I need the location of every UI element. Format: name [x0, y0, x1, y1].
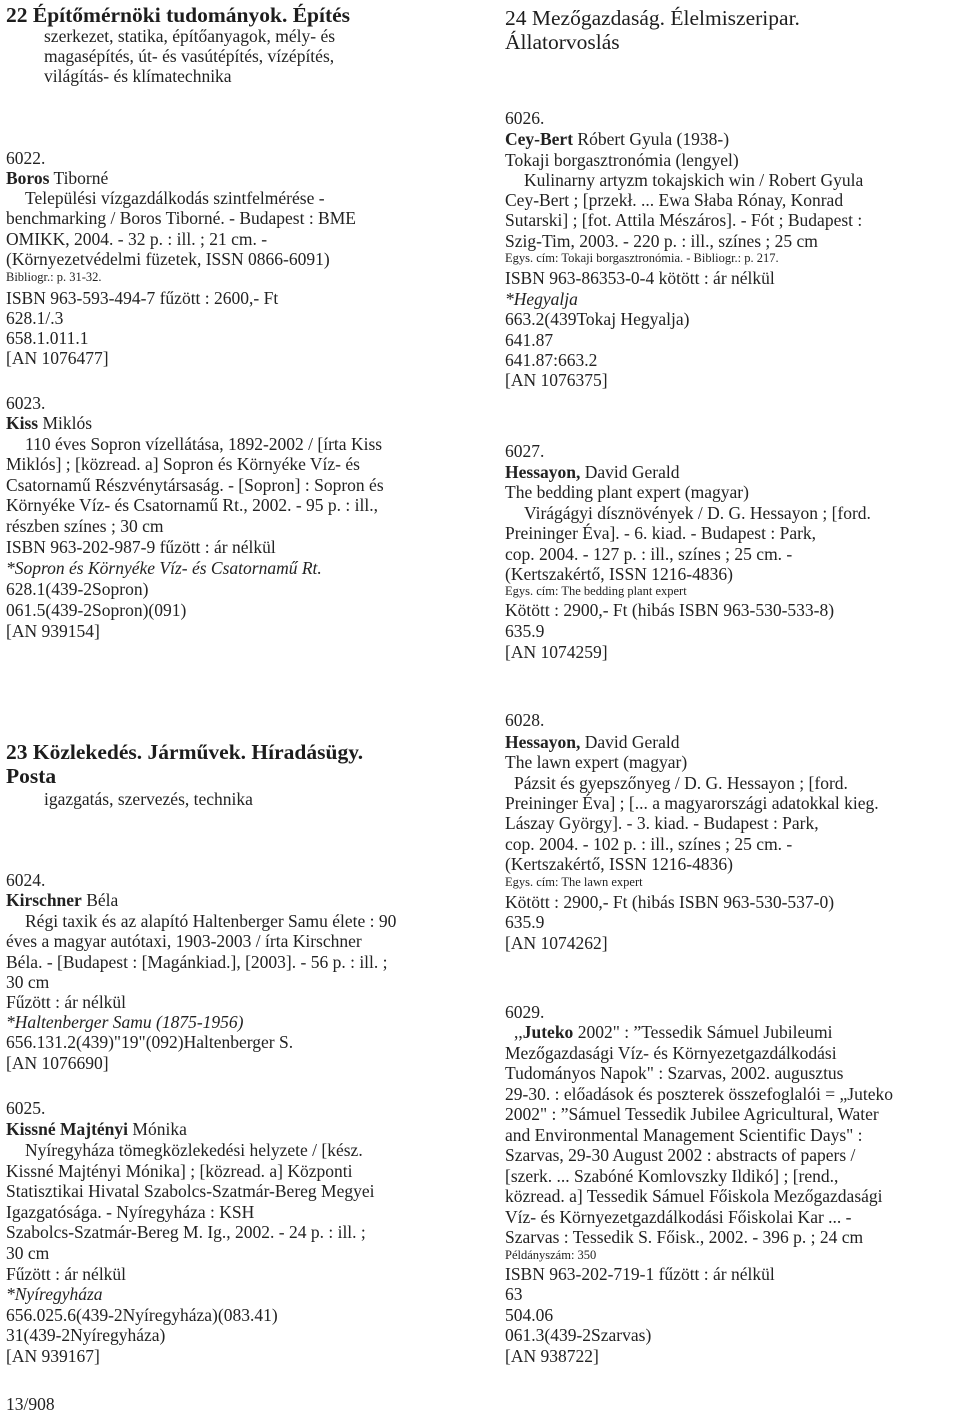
- entry-an: [AN 1074262]: [505, 933, 608, 953]
- entry-line: Lászay György]. - 3. kiad. - Budapest : Park,: [505, 813, 819, 833]
- author-surname: Hessayon,: [505, 732, 581, 752]
- entry-line: Szarvas, 29-30 August 2002 : abstracts of papers /: [505, 1145, 856, 1165]
- entry-code: 628.1(439-2Sopron): [6, 579, 149, 599]
- entry-isbn: ISBN 963-593-494-7 fűzött : 2600,- Ft: [6, 288, 279, 308]
- author-given: Béla: [81, 890, 119, 910]
- section-subtitle: magasépítés, út- és vasútépítés, vízépítés,: [44, 46, 335, 66]
- entry-isbn: ISBN 963-202-987-9 fűzött : ár nélkül: [6, 537, 276, 557]
- entry-line: 2002" : ”Sámuel Tessedik Jubilee Agricultural, Water: [505, 1104, 879, 1124]
- entry-line: Virágágyi dísznövények / D. G. Hessayon ; [ford.: [524, 503, 871, 523]
- entry-code: 641.87: [505, 330, 554, 350]
- right-column-top: [500, 0, 960, 700]
- right-column-bottom: [500, 700, 960, 1414]
- entry-line: Preininger Éva]. - 6. kiad. - Budapest : Park,: [505, 523, 817, 543]
- left-column-top: [0, 0, 480, 680]
- entry-code: 656.131.2(439)"19"(092)Haltenberger S.: [6, 1032, 294, 1052]
- author-surname: Boros: [6, 168, 50, 188]
- entry-line: Pázsit és gyepszőnyeg / D. G. Hessayon ; [ford.: [514, 773, 848, 793]
- author-given: Róbert Gyula (1938-): [573, 129, 730, 149]
- entry-note: Egys. cím: Tokaji borgasztronómia. - Bibliogr.: p. 217.: [505, 251, 779, 265]
- entry-code: 504.06: [505, 1305, 554, 1325]
- entry-code: 628.1/.3: [6, 308, 64, 328]
- author-given: David Gerald: [580, 732, 680, 752]
- entry-line: cop. 2004. - 102 p. : ill., színes ; 25 cm. -: [505, 834, 793, 854]
- entry-number: 6024.: [6, 870, 46, 890]
- entry-subject: *Nyíregyháza: [6, 1284, 103, 1304]
- author-given: Tiborné: [49, 168, 109, 188]
- entry-code: 635.9: [505, 912, 545, 932]
- entry-author: [505, 462, 680, 482]
- entry-an: [AN 939167]: [6, 1346, 100, 1366]
- entry-line: 29-30. : előadások és poszterek összefoglalói = „Juteko: [505, 1084, 893, 1104]
- entry-code: 63: [505, 1284, 523, 1304]
- entry-line: Csatornamű Részvénytársaság. - [Sopron] : Sopron és: [6, 475, 384, 495]
- quote-mark: ,,: [514, 1022, 523, 1042]
- entry-number: 6028.: [505, 710, 545, 730]
- entry-line: Miklós] ; [közread. a] Sopron és Környéke Víz- és: [6, 454, 360, 474]
- entry-code: 061.3(439-2Szarvas): [505, 1325, 652, 1345]
- entry-line: éves a magyar autótaxi, 1903-2003 / írta Kirschner: [6, 931, 362, 951]
- author-surname: Kissné Majtényi: [6, 1119, 129, 1139]
- section-subtitle: világítás- és klímatechnika: [44, 66, 232, 86]
- entry-line: cop. 2004. - 127 p. : ill., színes ; 25 cm. -: [505, 544, 793, 564]
- author-given: Mónika: [128, 1119, 187, 1139]
- page-number: 13/908: [6, 1394, 55, 1414]
- entry-line: Tudományos Napok" : Szarvas, 2002. augusztus: [505, 1063, 844, 1083]
- entry-line: Víz- és Környezetgazdálkodási Főiskolai Kar ... -: [505, 1207, 852, 1227]
- entry-line: Régi taxik és az alapító Haltenberger Samu élete : 90: [25, 911, 397, 931]
- entry-line: 30 cm: [6, 1243, 50, 1263]
- entry-line: The lawn expert (magyar): [505, 752, 688, 772]
- author-surname: Kiss: [6, 413, 39, 433]
- entry-line: részben színes ; 30 cm: [6, 516, 164, 536]
- entry-note: Egys. cím: The lawn expert: [505, 875, 643, 889]
- entry-line: Sutarski] ; [fot. Attila Mészáros]. - Fót ; Budapest :: [505, 210, 863, 230]
- entry-code: 061.5(439-2Sopron)(091): [6, 600, 187, 620]
- entry-isbn: Fűzött : ár nélkül: [6, 1264, 127, 1284]
- author-given: Miklós: [38, 413, 93, 433]
- entry-line: Környéke Víz- és Csatornamű Rt., 2002. - 95 p. : ill.,: [6, 495, 378, 515]
- entry-an: [AN 938722]: [505, 1346, 599, 1366]
- entry-code: 635.9: [505, 621, 545, 641]
- entry-line: Igazgatósága. - Nyíregyháza : KSH: [6, 1202, 255, 1222]
- entry-number: 6023.: [6, 393, 46, 413]
- entry-line: 110 éves Sopron vízellátása, 1892-2002 / [írta Kiss: [25, 434, 383, 454]
- entry-code: 31(439-2Nyíregyháza): [6, 1325, 166, 1345]
- entry-isbn: Fűzött : ár nélkül: [6, 992, 127, 1012]
- entry-note: Egys. cím: The bedding plant expert: [505, 584, 687, 598]
- entry-author: [505, 732, 680, 752]
- entry-line: (Kertszakértő, ISSN 1216-4836): [505, 854, 733, 874]
- author-given: 2002" : ”Tessedik Sámuel Jubileumi: [573, 1022, 833, 1042]
- entry-line: The bedding plant expert (magyar): [505, 482, 749, 502]
- author-surname: Juteko: [522, 1022, 574, 1042]
- entry-number: 6029.: [505, 1002, 545, 1022]
- entry-subject: *Sopron és Környéke Víz- és Csatornamű Rt.: [6, 558, 322, 578]
- entry-line: Szabolcs-Szatmár-Bereg M. Ig., 2002. - 24 p. : ill. ;: [6, 1222, 366, 1242]
- entry-line: OMIKK, 2004. - 32 p. : ill. ; 21 cm. -: [6, 229, 268, 249]
- section-title: 22 Építőmérnöki tudományok. Építés: [6, 3, 351, 27]
- entry-code: 658.1.011.1: [6, 328, 89, 348]
- entry-number: 6026.: [505, 108, 545, 128]
- entry-author: [6, 413, 92, 433]
- entry-line: Szarvas : Tessedik S. Főisk., 2002. - 396 p. ; 24 cm: [505, 1227, 864, 1247]
- entry-line: [szerk. ... Szabóné Komlovszky Ildikó] ; [rend.,: [505, 1166, 839, 1186]
- section-subtitle: szerkezet, statika, építőanyagok, mély- és: [44, 26, 336, 46]
- entry-number: 6027.: [505, 441, 545, 461]
- entry-author: [6, 890, 118, 910]
- entry-line: and Environmental Management Scientific Days" :: [505, 1125, 863, 1145]
- entry-line: Szig-Tim, 2003. - 220 p. : ill., színes ; 25 cm: [505, 231, 818, 251]
- entry-an: [AN 939154]: [6, 621, 100, 641]
- author-surname: Cey-Bert: [505, 129, 574, 149]
- author-surname: Kirschner: [6, 890, 82, 910]
- entry-line: Nyíregyháza tömegközlekedési helyzete / [kész.: [25, 1140, 363, 1160]
- left-column-bottom: [0, 700, 480, 1414]
- entry-number: 6025.: [6, 1098, 46, 1118]
- entry-code: 663.2(439Tokaj Hegyalja): [505, 309, 690, 329]
- section-title: Állatorvoslás: [505, 30, 620, 54]
- entry-author: [6, 1119, 187, 1139]
- section-title: Posta: [6, 764, 57, 788]
- author-given: David Gerald: [580, 462, 680, 482]
- entry-line: (Kertszakértő, ISSN 1216-4836): [505, 564, 733, 584]
- entry-line: Tokaji borgasztronómia (lengyel): [505, 150, 739, 170]
- entry-code: 656.025.6(439-2Nyíregyháza)(083.41): [6, 1305, 278, 1325]
- section-title: 24 Mezőgazdaság. Élelmiszeripar.: [505, 6, 800, 30]
- entry-an: [AN 1076477]: [6, 348, 109, 368]
- entry-note: Bibliogr.: p. 31-32.: [6, 270, 102, 284]
- entry-an: [AN 1074259]: [505, 642, 608, 662]
- entry-line: Béla. - [Budapest : [Magánkiad.], [2003]. - 56 p. : ill. ;: [6, 952, 388, 972]
- entry-line: 30 cm: [6, 972, 50, 992]
- entry-line: Preininger Éva] ; [... a magyarországi adatokkal kieg.: [505, 793, 879, 813]
- entry-line: Kissné Majtényi Mónika] ; [közread. a] Központi: [6, 1161, 353, 1181]
- entry-an: [AN 1076690]: [6, 1053, 109, 1073]
- entry-author: [505, 129, 729, 149]
- entry-line: Települési vízgazdálkodás szintfelmérése -: [25, 188, 325, 208]
- entry-number: 6022.: [6, 148, 46, 168]
- entry-line: Cey-Bert ; [przekł. ... Ewa Słaba Rónay, Konrad: [505, 190, 844, 210]
- entry-line: (Környezetvédelmi füzetek, ISSN 0866-6091): [6, 249, 330, 269]
- entry-code: 641.87:663.2: [505, 350, 598, 370]
- entry-line: benchmarking / Boros Tiborné. - Budapest : BME: [6, 208, 356, 228]
- entry-an: [AN 1076375]: [505, 370, 608, 390]
- section-subtitle: igazgatás, szervezés, technika: [44, 789, 253, 809]
- entry-isbn: Kötött : 2900,- Ft (hibás ISBN 963-530-533-8): [505, 600, 835, 620]
- entry-isbn: Kötött : 2900,- Ft (hibás ISBN 963-530-537-0): [505, 892, 835, 912]
- entry-line: Kulinarny artyzm tokajskich win / Robert Gyula: [524, 170, 864, 190]
- entry-line: Statisztikai Hivatal Szabolcs-Szatmár-Bereg Megyei: [6, 1181, 375, 1201]
- entry-note: Példányszám: 350: [505, 1248, 597, 1262]
- entry-line: Mezőgazdasági Víz- és Környezetgazdálkodási: [505, 1043, 837, 1063]
- entry-author: [514, 1022, 832, 1042]
- entry-isbn: ISBN 963-202-719-1 fűzött : ár nélkül: [505, 1264, 775, 1284]
- entry-author: [6, 168, 108, 188]
- entry-subject: *Haltenberger Samu (1875-1956): [6, 1012, 244, 1032]
- author-surname: Hessayon,: [505, 462, 581, 482]
- entry-line: közread. a] Tessedik Sámuel Főiskola Mezőgazdasági: [505, 1186, 883, 1206]
- entry-subject: *Hegyalja: [505, 289, 578, 309]
- entry-isbn: ISBN 963-86353-0-4 kötött : ár nélkül: [505, 268, 775, 288]
- section-title: 23 Közlekedés. Járművek. Híradásügy.: [6, 740, 364, 764]
